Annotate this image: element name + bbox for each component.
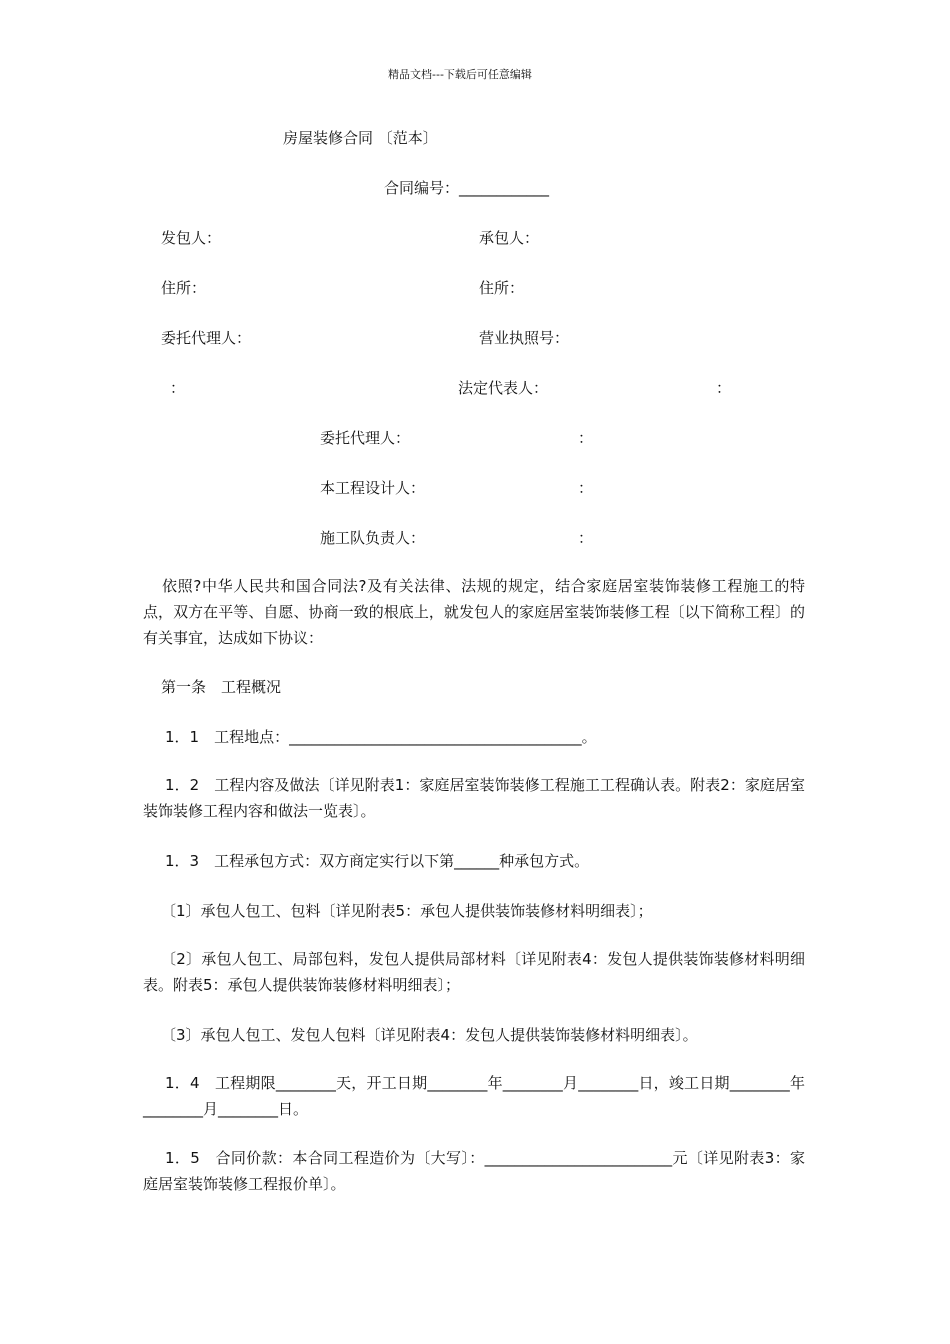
party-b-address-label: 住所：	[479, 279, 525, 297]
team-leader-label: 施工队负责人：	[320, 529, 426, 547]
clause-1-2: 1．2 工程内容及做法〔详见附表1：家庭居室装饰装修工程施工工程确认表。附表2：家庭居室装饰装修工程内容和做法一览表〕。	[143, 776, 805, 820]
party-a-address-label: 住所：	[161, 279, 207, 297]
preamble-paragraph: 依照?中华人民共和国合同法?及有关法律、法规的规定，结合家庭居室装饰装修工程施工的特点，双方在平等、自愿、协商一致的根底上，就发包人的家庭居室装饰装修工程〔以下简称工程〕的有关事宜，达成如下协议：	[143, 577, 805, 647]
option-2: 〔2〕承包人包工、局部包料，发包人提供局部材料〔详见附表4：发包人提供装饰装修材料明细表。附表5：承包人提供装饰装修材料明细表〕；	[143, 950, 805, 994]
legal-representative-label: 法定代表人：	[458, 379, 549, 397]
party-b-label: 承包人：	[479, 229, 540, 247]
party-a-label: 发包人：	[161, 229, 222, 247]
option-3: 〔3〕承包人包工、发包人包料〔详见附表4：发包人提供装饰装修材料明细表〕。	[161, 1026, 698, 1044]
option-1: 〔1〕承包人包工、包料〔详见附表5：承包人提供装饰装修材料明细表〕；	[161, 902, 653, 920]
clause-1-4: 1．4 工程期限________天，开工日期________年________月________日，竣工日期________年________月________日。	[143, 1074, 805, 1118]
clause-1-5: 1．5 合同价款：本合同工程造价为〔大写〕：_________________________元〔详见附表3：家庭居室装饰装修工程报价单〕。	[143, 1149, 805, 1193]
contract-number: 合同编号：____________	[384, 179, 550, 197]
business-license-label: 营业执照号：	[479, 329, 570, 347]
party-a-agent-label: 委托代理人：	[161, 329, 252, 347]
clause-1-3: 1．3 工程承包方式：双方商定实行以下第______种承包方式。	[165, 852, 590, 870]
header-note: 精品文档---下载后可任意编辑	[388, 68, 532, 81]
article-1-heading: 第一条 工程概况	[161, 678, 282, 696]
colon-mark: ：	[578, 529, 594, 547]
clause-1-1: 1．1 工程地点：_______________________________________。	[165, 728, 597, 746]
contract-title: 房屋装修合同 〔范本〕	[283, 129, 438, 147]
colon-mark: ：	[578, 429, 594, 447]
colon-mark: ：	[716, 379, 732, 397]
colon-mark: ：	[578, 479, 594, 497]
designer-label: 本工程设计人：	[320, 479, 426, 497]
party-b-agent-label: 委托代理人：	[320, 429, 411, 447]
colon-mark: ：	[170, 379, 186, 397]
